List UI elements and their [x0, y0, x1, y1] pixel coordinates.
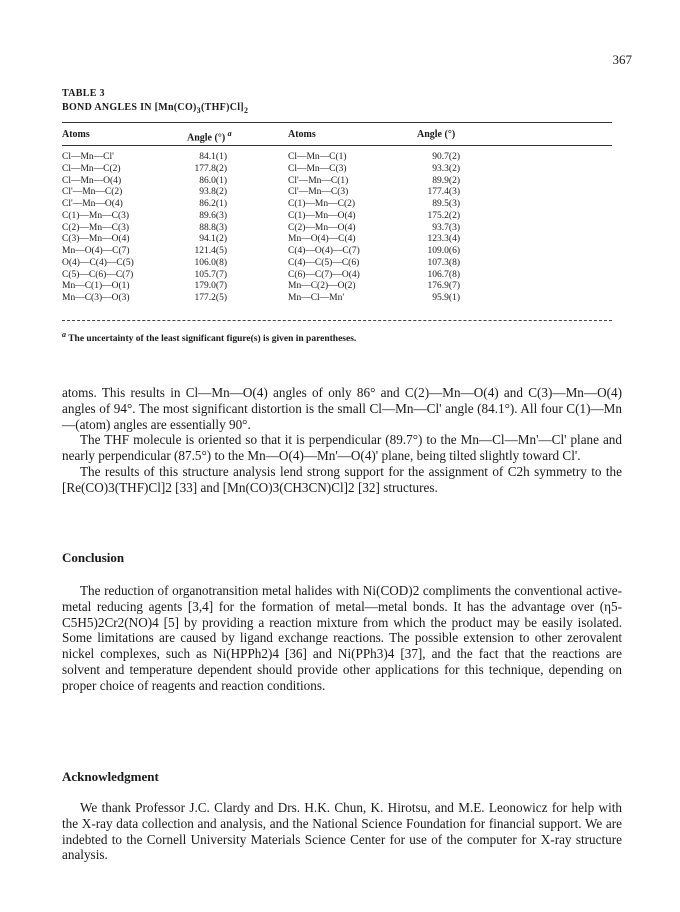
header-atoms-1: Atoms — [62, 129, 90, 140]
atoms-cell: Mn—C(1)—O(1) — [62, 281, 130, 292]
table-row — [62, 246, 612, 258]
angle-cell: 86.2(1) — [199, 199, 227, 209]
table-row — [62, 211, 612, 223]
angle-cell: 179.0(7) — [194, 281, 227, 292]
table-row — [62, 199, 612, 211]
atoms-cell: C(2)—Mn—O(4) — [288, 222, 356, 233]
table-row — [62, 281, 612, 293]
table-row — [62, 293, 612, 305]
angle-cell: 177.2(5) — [194, 293, 227, 303]
atoms-cell: C(4)—O(4)—C(7) — [288, 246, 360, 256]
atoms-cell: O(4)—C(4)—C(5) — [62, 257, 134, 268]
angle-cell: 177.4(3) — [427, 187, 460, 198]
angle-cell: 84.1(1) — [199, 152, 227, 162]
atoms-cell: Cl'—Mn—C(2) — [62, 187, 123, 198]
angle-cell: 90.7(2) — [432, 152, 460, 162]
results-text — [62, 385, 622, 496]
angle-cell: 93.3(2) — [432, 163, 460, 174]
angle-cell: 93.8(2) — [199, 187, 227, 198]
page-number: 367 — [612, 52, 632, 67]
conclusion-text — [62, 583, 622, 694]
atoms-cell: Cl'—Mn—C(1) — [288, 175, 349, 186]
angle-cell: 123.3(4) — [427, 234, 460, 245]
angle-cell: 95.9(1) — [432, 293, 460, 303]
angle-cell: 86.0(1) — [199, 175, 227, 186]
table-header-row — [62, 124, 612, 142]
angle-cell: 106.0(8) — [194, 257, 227, 268]
paragraph-5: We thank Professor J.C. Clardy and Drs. H.K. Chun, K. Hirotsu, and M.E. Leonowicz for help with the X-ray data collection and analysis, and the National Science Foundation for financial support. We are indebted to the Cornell University Materials Science Center for use of the computer for X-ray structure analysis. — [62, 800, 622, 863]
paragraph-1: atoms. This results in Cl—Mn—O(4) angles of only 86° and C(2)—Mn—O(4) and C(3)—Mn—O(4) angles of 94°. The most significant distortion is the small Cl—Mn—Cl' angle (84.1°). All four C(1)—Mn—(atom) angles are essentially 90°. — [62, 385, 622, 432]
atoms-cell: C(5)—C(6)—C(7) — [62, 269, 134, 280]
table-row — [62, 258, 612, 270]
atoms-cell: Cl—Mn—C(3) — [288, 163, 347, 174]
angle-cell: 109.0(6) — [427, 246, 460, 256]
atoms-cell: Mn—O(4)—C(7) — [62, 246, 130, 256]
table-footnote: $^a$ The uncertainty of the least significant figure(s) is given in parentheses. — [62, 330, 357, 345]
conclusion-heading: Conclusion — [62, 550, 125, 565]
acknowledgment-heading: Acknowledgment — [62, 769, 159, 784]
table-row — [62, 234, 612, 246]
atoms-cell: Cl'—Mn—C(3) — [288, 187, 349, 198]
table-bottom-rule — [62, 320, 612, 321]
angle-cell: 107.3(8) — [427, 257, 460, 268]
paragraph-3: The results of this structure analysis lend strong support for the assignment of C2h symmetry to the [Re(CO)3(THF)Cl]2 [33] and [Mn(CO)3(CH3CN)Cl]2 [32] structures. — [62, 463, 622, 495]
angle-cell: 89.6(3) — [199, 210, 227, 221]
atoms-cell: Mn—Cl—Mn' — [288, 293, 345, 303]
atoms-cell: Cl—Mn—Cl' — [62, 152, 114, 162]
atoms-cell: C(1)—Mn—C(3) — [62, 210, 130, 221]
table-label: TABLE 3 — [62, 88, 105, 99]
angle-cell: 177.8(2) — [194, 163, 227, 174]
acknowledgment-text — [62, 800, 622, 863]
angle-cell: 106.7(8) — [427, 269, 460, 280]
atoms-cell: C(6)—C(7)—O(4) — [288, 269, 360, 280]
table-row — [62, 152, 612, 164]
atoms-cell: C(1)—Mn—O(4) — [288, 210, 356, 221]
atoms-cell: Cl'—Mn—O(4) — [62, 199, 123, 209]
atoms-cell: Mn—O(4)—C(4) — [288, 234, 356, 245]
table-row — [62, 176, 612, 188]
header-angle-2: Angle (°) — [417, 129, 456, 140]
table-top-rule — [62, 122, 612, 123]
table-row — [62, 270, 612, 282]
angle-cell: 89.5(3) — [432, 199, 460, 209]
header-angle-1: Angle (°) $^a$ — [187, 129, 232, 144]
atoms-cell: Cl—Mn—C(1) — [288, 152, 347, 162]
table-row — [62, 223, 612, 235]
atoms-cell: C(3)—Mn—O(4) — [62, 234, 130, 245]
angle-cell: 175.2(2) — [427, 210, 460, 221]
table-body — [62, 152, 612, 305]
angle-cell: 121.4(5) — [194, 246, 227, 256]
atoms-cell: Cl—Mn—O(4) — [62, 175, 122, 186]
table-row — [62, 187, 612, 199]
table-title: BOND ANGLES IN $[Mn(CO)_3(THF)Cl]_2$ — [62, 102, 249, 115]
atoms-cell: C(2)—Mn—C(3) — [62, 222, 130, 233]
bond-angles-table — [62, 124, 612, 303]
angle-cell: 105.7(7) — [194, 269, 227, 280]
angle-cell: 94.1(2) — [199, 234, 227, 245]
angle-cell: 176.9(7) — [427, 281, 460, 292]
paragraph-2: The THF molecule is oriented so that it is perpendicular (89.7°) to the Mn—Cl—Mn'—Cl' plane and nearly perpendicular (87.5°) to the Mn—O(4)—Mn'—O(4)' plane, being tilted slightly toward Cl'. — [62, 432, 622, 464]
angle-cell: 89.9(2) — [432, 175, 460, 186]
atoms-cell: C(4)—C(5)—C(6) — [288, 257, 360, 268]
table-header-rule — [62, 145, 612, 146]
paragraph-4: The reduction of organotransition metal halides with Ni(COD)2 compliments the conventional active-metal reducing agents [3,4] for the formation of metal—metal bonds. It has the advantage over (η5-C5H5)2Cr2(NO)4 [5] by providing a reaction mixture from which the product may be easily isolated. Some limitations are caused by ligand exchange reactions. The possible extension to other zerovalent nickel complexes, such as Ni(HPPh2)4 [36] and Ni(PPh3)4 [37], and the fact that the reactions are solvent and temperature dependent should provide other applications for this technique, depending on proper choice of reagents and reaction conditions. — [62, 583, 622, 693]
atoms-cell: Mn—C(3)—O(3) — [62, 293, 130, 303]
table-row — [62, 164, 612, 176]
angle-cell: 88.8(3) — [199, 222, 227, 233]
atoms-cell: Mn—C(2)—O(2) — [288, 281, 356, 292]
atoms-cell: C(1)—Mn—C(2) — [288, 199, 356, 209]
header-atoms-2: Atoms — [288, 129, 316, 140]
angle-cell: 93.7(3) — [432, 222, 460, 233]
atoms-cell: Cl—Mn—C(2) — [62, 163, 121, 174]
